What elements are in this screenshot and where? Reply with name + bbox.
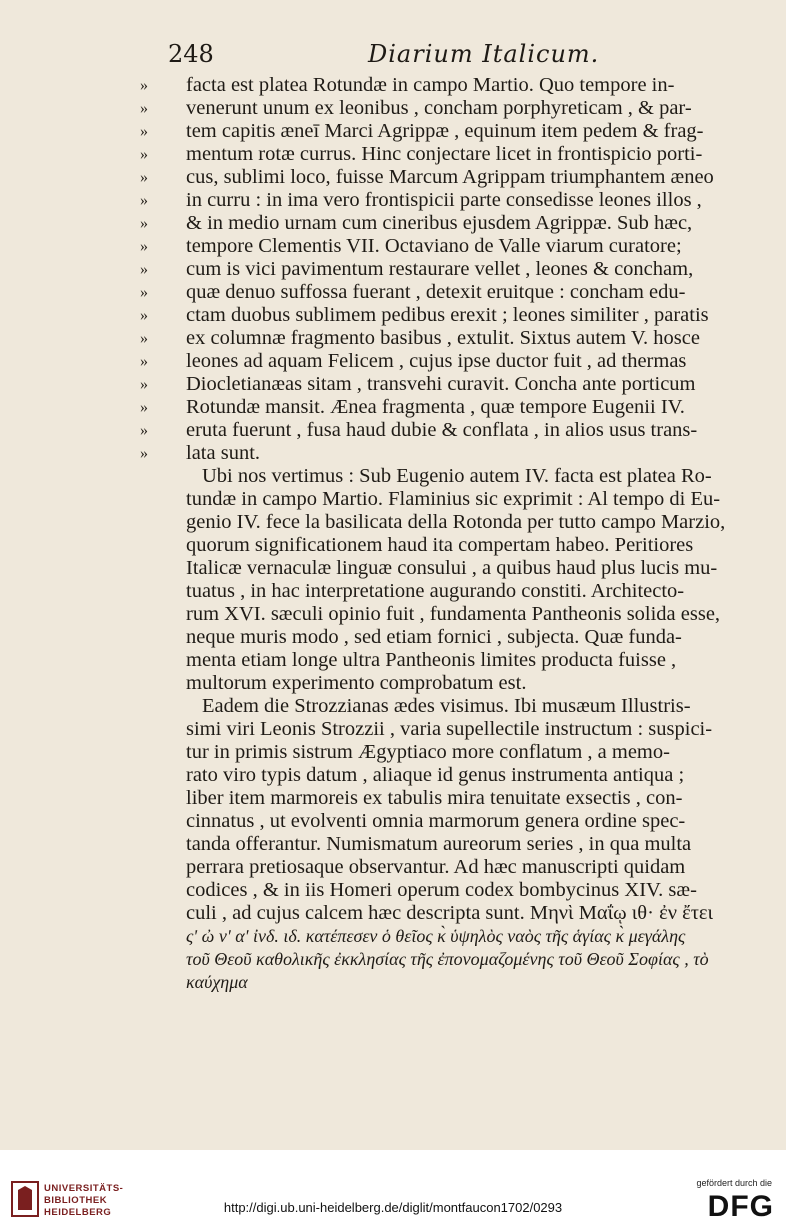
text-line <box>140 97 770 120</box>
quote-mark: » <box>140 77 148 94</box>
text-line <box>140 603 770 626</box>
text-line <box>140 557 770 580</box>
line-text: mentum rotæ currus. Hinc conjectare licet in frontispicio porti- <box>186 143 703 165</box>
text-line <box>140 948 770 971</box>
line-text: neque muris modo , sed etiam fornici , subjecta. Quæ funda- <box>186 626 682 648</box>
line-text: quorum significationem haud ita compertam habeo. Peritiores <box>186 534 694 556</box>
text-line <box>140 534 770 557</box>
line-text: καύχημα <box>186 972 248 992</box>
quote-mark: » <box>140 261 148 278</box>
line-text: Ubi nos vertimus : Sub Eugenio autem IV. facta est platea Ro- <box>202 465 712 487</box>
text-line <box>140 511 770 534</box>
text-line <box>140 718 770 741</box>
text-line <box>140 833 770 856</box>
line-text: ex columnæ fragmento basibus , extulit. Sixtus autem V. hosce <box>186 327 700 349</box>
text-line <box>140 902 770 925</box>
text-line <box>140 925 770 948</box>
quote-mark: » <box>140 123 148 140</box>
line-text: lata sunt. <box>186 442 261 464</box>
line-text: venerunt unum ex leonibus , concham porphyreticam , & par- <box>186 97 692 119</box>
line-text: tuatus , in hac interpretatione augurando constiti. Architecto- <box>186 580 685 602</box>
text-line <box>140 649 770 672</box>
line-text: perrara pretiosaque observantur. Ad hæc manuscripti quidam <box>186 856 686 878</box>
quote-mark: » <box>140 146 148 163</box>
line-text: rum XVI. sæculi opinio fuit , fundamenta Pantheonis solida esse, <box>186 603 721 625</box>
quote-mark: » <box>140 353 148 370</box>
quote-mark: » <box>140 215 148 232</box>
text-line <box>140 695 770 718</box>
text-line <box>140 856 770 879</box>
text-line <box>140 580 770 603</box>
text-line <box>140 488 770 511</box>
quote-mark: » <box>140 445 148 462</box>
line-text: in curru : in ima vero frontispicii parte consedisse leones illos , <box>186 189 702 211</box>
quote-mark: » <box>140 399 148 416</box>
line-text: Eadem die Strozzianas ædes visimus. Ibi musæum Illustris- <box>202 695 691 717</box>
line-text: cum is vici pavimentum restaurare vellet , leones & concham, <box>186 258 694 280</box>
line-text: tundæ in campo Martio. Flaminius sic exprimit : Al tempo di Eu- <box>186 488 721 510</box>
text-line <box>140 419 770 442</box>
line-text: tempore Clementis VII. Octaviano de Valle viarum curatore; <box>186 235 682 257</box>
line-text: τοῦ Θεοῦ καθολικῆς ἐκκλησίας τῆς ἐπονομαζομένης τοῦ Θεοῦ Σοφίας , τὸ <box>186 949 709 969</box>
funded-by-text: gefördert durch die <box>696 1178 772 1188</box>
body-text <box>140 74 770 994</box>
line-text: menta etiam longe ultra Pantheonis limites producta fuisse , <box>186 649 677 671</box>
text-line <box>140 281 770 304</box>
page-header <box>168 40 728 72</box>
line-text: Italicæ vernaculæ linguæ consului , a quibus haud plus lucis mu- <box>186 557 718 579</box>
text-line <box>140 373 770 396</box>
text-line <box>140 74 770 97</box>
line-text: simi viri Leonis Strozzii , varia supellectile instructum : suspici- <box>186 718 713 740</box>
text-line <box>140 741 770 764</box>
text-line <box>140 258 770 281</box>
line-text: & in medio urnam cum cineribus ejusdem Agrippæ. Sub hæc, <box>186 212 693 234</box>
line-text: Rotundæ mansit. Ænea fragmenta , quæ tempore Eugenii IV. <box>186 396 685 418</box>
quote-mark: » <box>140 238 148 255</box>
text-line <box>140 971 770 994</box>
quote-mark: » <box>140 422 148 439</box>
text-line <box>140 465 770 488</box>
text-line <box>140 442 770 465</box>
line-text: ςʹ ὠ νʹ αʹ ἰνδ. ιδ. κατέπεσεν ὁ θεῖος κ̀ ὑψηλὸς ναὸς τῆς ἁγίας κ̀ μεγάλης <box>186 926 686 946</box>
line-text: ctam duobus sublimem pedibus erexit ; leones similiter , paratis <box>186 304 709 326</box>
line-text: facta est platea Rotundæ in campo Martio. Quo tempore in- <box>186 74 675 96</box>
quote-mark: » <box>140 284 148 301</box>
text-line <box>140 212 770 235</box>
quote-mark: » <box>140 169 148 186</box>
quote-mark: » <box>140 376 148 393</box>
line-text: tem capitis æneī Marci Agrippæ , equinum item pedem & frag- <box>186 120 704 142</box>
text-line <box>140 120 770 143</box>
quote-mark: » <box>140 192 148 209</box>
text-line <box>140 304 770 327</box>
line-text: culi , ad cujus calcem hæc descripta sunt. Μηνὶ Μαΐῳ ιθ· ἐν ἔτει <box>186 902 714 924</box>
quote-mark: » <box>140 307 148 324</box>
text-line <box>140 810 770 833</box>
text-line <box>140 764 770 787</box>
viewer-footer <box>0 1150 786 1232</box>
line-text: tanda offerantur. Numismatum aureorum series , in qua multa <box>186 833 692 855</box>
line-text: eruta fuerunt , fusa haud dubie & conflata , in alios usus trans- <box>186 419 698 441</box>
permalink-url[interactable]: http://digi.ub.uni-heidelberg.de/diglit/montfaucon1702/0293 <box>223 1200 563 1215</box>
quote-mark: » <box>140 330 148 347</box>
text-line <box>140 235 770 258</box>
line-text: cus, sublimi loco, fuisse Marcum Agrippam triumphantem æneo <box>186 166 714 188</box>
line-text: multorum experimento comprobatum est. <box>186 672 527 694</box>
page-number: 248 <box>168 40 214 68</box>
text-line <box>140 166 770 189</box>
running-title: Diarium Italicum. <box>368 40 600 68</box>
line-text: codices , & in iis Homeri operum codex bombycinus XIV. sæ- <box>186 879 697 901</box>
line-text: cinnatus , ut evolventi omnia marmorum genera ordine spec- <box>186 810 686 832</box>
line-text: leones ad aquam Felicem , cujus ipse ductor fuit , ad thermas <box>186 350 687 372</box>
text-line <box>140 350 770 373</box>
quote-mark: » <box>140 100 148 117</box>
text-line <box>140 879 770 902</box>
text-line <box>140 189 770 212</box>
text-line <box>140 787 770 810</box>
dfg-logo: DFG <box>707 1190 774 1223</box>
library-name: UNIVERSITÄTS- BIBLIOTHEK HEIDELBERG <box>44 1183 124 1218</box>
text-line <box>140 143 770 166</box>
line-text: rato viro typis datum , aliaque id genus instrumenta antiqua ; <box>186 764 685 786</box>
text-line <box>140 327 770 350</box>
text-line <box>140 626 770 649</box>
line-text: quæ denuo suffossa fuerant , detexit eruitque : concham edu- <box>186 281 686 303</box>
text-line <box>140 396 770 419</box>
line-text: Diocletianæas sitam , transvehi curavit. Concha ante porticum <box>186 373 696 395</box>
line-text: liber item marmoreis ex tabulis mira tenuitate exsectis , con- <box>186 787 683 809</box>
line-text: genio IV. fece la basilicata della Rotonda per tutto campo Marzio, <box>186 511 726 533</box>
line-text: tur in primis sistrum Ægyptiaco more conflatum , a memo- <box>186 741 670 763</box>
text-line <box>140 672 770 695</box>
